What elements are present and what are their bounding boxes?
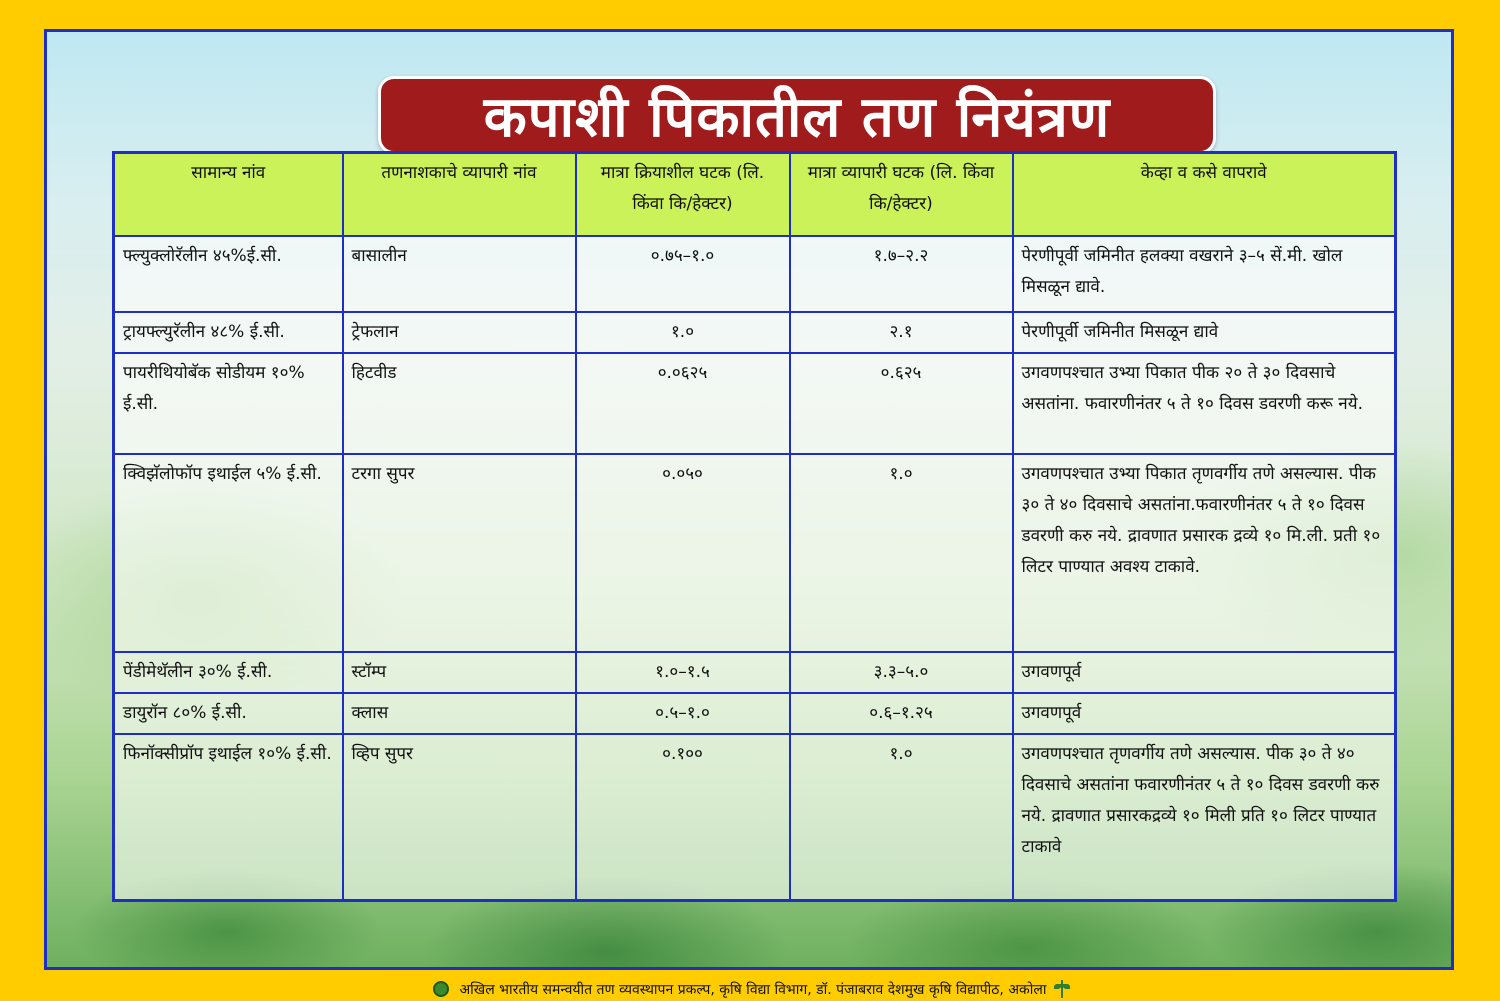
cell-usage: उगवणपूर्व <box>1013 652 1396 693</box>
cell-active-dose: ०.०६२५ <box>576 353 790 454</box>
cell-commercial-dose: ०.६२५ <box>790 353 1013 454</box>
cell-commercial-dose: १.७–२.२ <box>790 236 1013 312</box>
cell-common-name: फिनॉक्सीप्रॉप इथाईल १०% ई.सी. <box>114 734 343 901</box>
header-usage: केव्हा व कसे वापरावे <box>1013 153 1396 236</box>
title-banner <box>378 76 1216 154</box>
university-emblem-icon <box>433 981 449 997</box>
cell-usage: पेरणीपूर्वी जमिनीत मिसळून द्यावे <box>1013 312 1396 353</box>
cell-usage: पेरणीपूर्वी जमिनीत हलक्या वखराने ३–५ सें.मी. खोल मिसळून द्यावे. <box>1013 236 1396 312</box>
cell-trade-name: व्हिप सुपर <box>343 734 576 901</box>
table-row <box>114 353 1396 454</box>
herbicide-table <box>112 151 1397 902</box>
cell-trade-name: हिटवीड <box>343 353 576 454</box>
cell-usage: उगवणपश्चात तृणवर्गीय तणे असल्यास. पीक ३० ते ४० दिवसाचे असतांना फवारणीनंतर ५ ते १० दिवस डवरणी करु नये. द्रावणात प्रसारकद्रव्ये १० मिली प्रति १० लिटर पाण्यात टाकावे <box>1013 734 1396 901</box>
table-row <box>114 693 1396 734</box>
cell-common-name: पेंडीमेथॅलीन ३०% ई.सी. <box>114 652 343 693</box>
cell-commercial-dose: ३.३–५.० <box>790 652 1013 693</box>
cell-common-name: ट्रायफ्ल्युरॅलीन ४८% ई.सी. <box>114 312 343 353</box>
cell-trade-name: बासालीन <box>343 236 576 312</box>
header-trade-name: तणनाशकाचे व्यापारी नांव <box>343 153 576 236</box>
cell-trade-name: टरगा सुपर <box>343 454 576 652</box>
cell-active-dose: ०.७५–१.० <box>576 236 790 312</box>
cell-trade-name: स्टॉम्प <box>343 652 576 693</box>
cell-commercial-dose: १.० <box>790 734 1013 901</box>
cell-commercial-dose: १.० <box>790 454 1013 652</box>
table-row <box>114 734 1396 901</box>
cell-active-dose: ०.०५० <box>576 454 790 652</box>
table-row <box>114 652 1396 693</box>
cell-commercial-dose: २.१ <box>790 312 1013 353</box>
cell-active-dose: १.० <box>576 312 790 353</box>
footer-text: अखिल भारतीय समन्वयीत तण व्यवस्थापन प्रकल्प, कृषि विद्या विभाग, डॉ. पंजाबराव देशमुख कृषि विद्यापीठ, अकोला <box>459 981 1047 998</box>
cell-active-dose: १.०–१.५ <box>576 652 790 693</box>
cell-usage: उगवणपश्चात उभ्या पिकात पीक २० ते ३० दिवसाचे असतांना. फवारणीनंतर ५ ते १० दिवस डवरणी करू नये. <box>1013 353 1396 454</box>
cell-usage: उगवणपूर्व <box>1013 693 1396 734</box>
page-title: कपाशी पिकातील तण नियंत्रण <box>483 85 1111 150</box>
table-row <box>114 236 1396 312</box>
cell-common-name: क्विझॅलोफॉप इथाईल ५% ई.सी. <box>114 454 343 652</box>
cell-common-name: डायुरॉन ८०% ई.सी. <box>114 693 343 734</box>
cell-common-name: पायरीथियोबॅक सोडीयम १०% ई.सी. <box>114 353 343 454</box>
table-row <box>114 312 1396 353</box>
table-row <box>114 454 1396 652</box>
header-common-name: सामान्य नांव <box>114 153 343 236</box>
cell-trade-name: ट्रेफलान <box>343 312 576 353</box>
cell-common-name: फ्ल्युक्लोरॅलीन ४५%ई.सी. <box>114 236 343 312</box>
header-commercial-dose: मात्रा व्यापारी घटक (लि. किंवा कि/हेक्टर) <box>790 153 1013 236</box>
cell-commercial-dose: ०.६–१.२५ <box>790 693 1013 734</box>
poster-frame <box>44 29 1454 970</box>
footer <box>0 977 1500 1001</box>
cell-usage: उगवणपश्चात उभ्या पिकात तृणवर्गीय तणे असल्यास. पीक ३० ते ४० दिवसाचे असतांना.फवारणीनंतर ५ ते १० दिवस डवरणी करु नये. द्रावणात प्रसारक द्रव्ये १० मि.ली. प्रती १० लिटर पाण्यात अवश्य टाकावे. <box>1013 454 1396 652</box>
plant-icon <box>1057 980 1067 998</box>
table-header-row <box>114 153 1396 236</box>
cell-active-dose: ०.१०० <box>576 734 790 901</box>
header-active-dose: मात्रा क्रियाशील घटक (लि. किंवा कि/हेक्टर) <box>576 153 790 236</box>
cell-trade-name: क्लास <box>343 693 576 734</box>
cell-active-dose: ०.५–१.० <box>576 693 790 734</box>
